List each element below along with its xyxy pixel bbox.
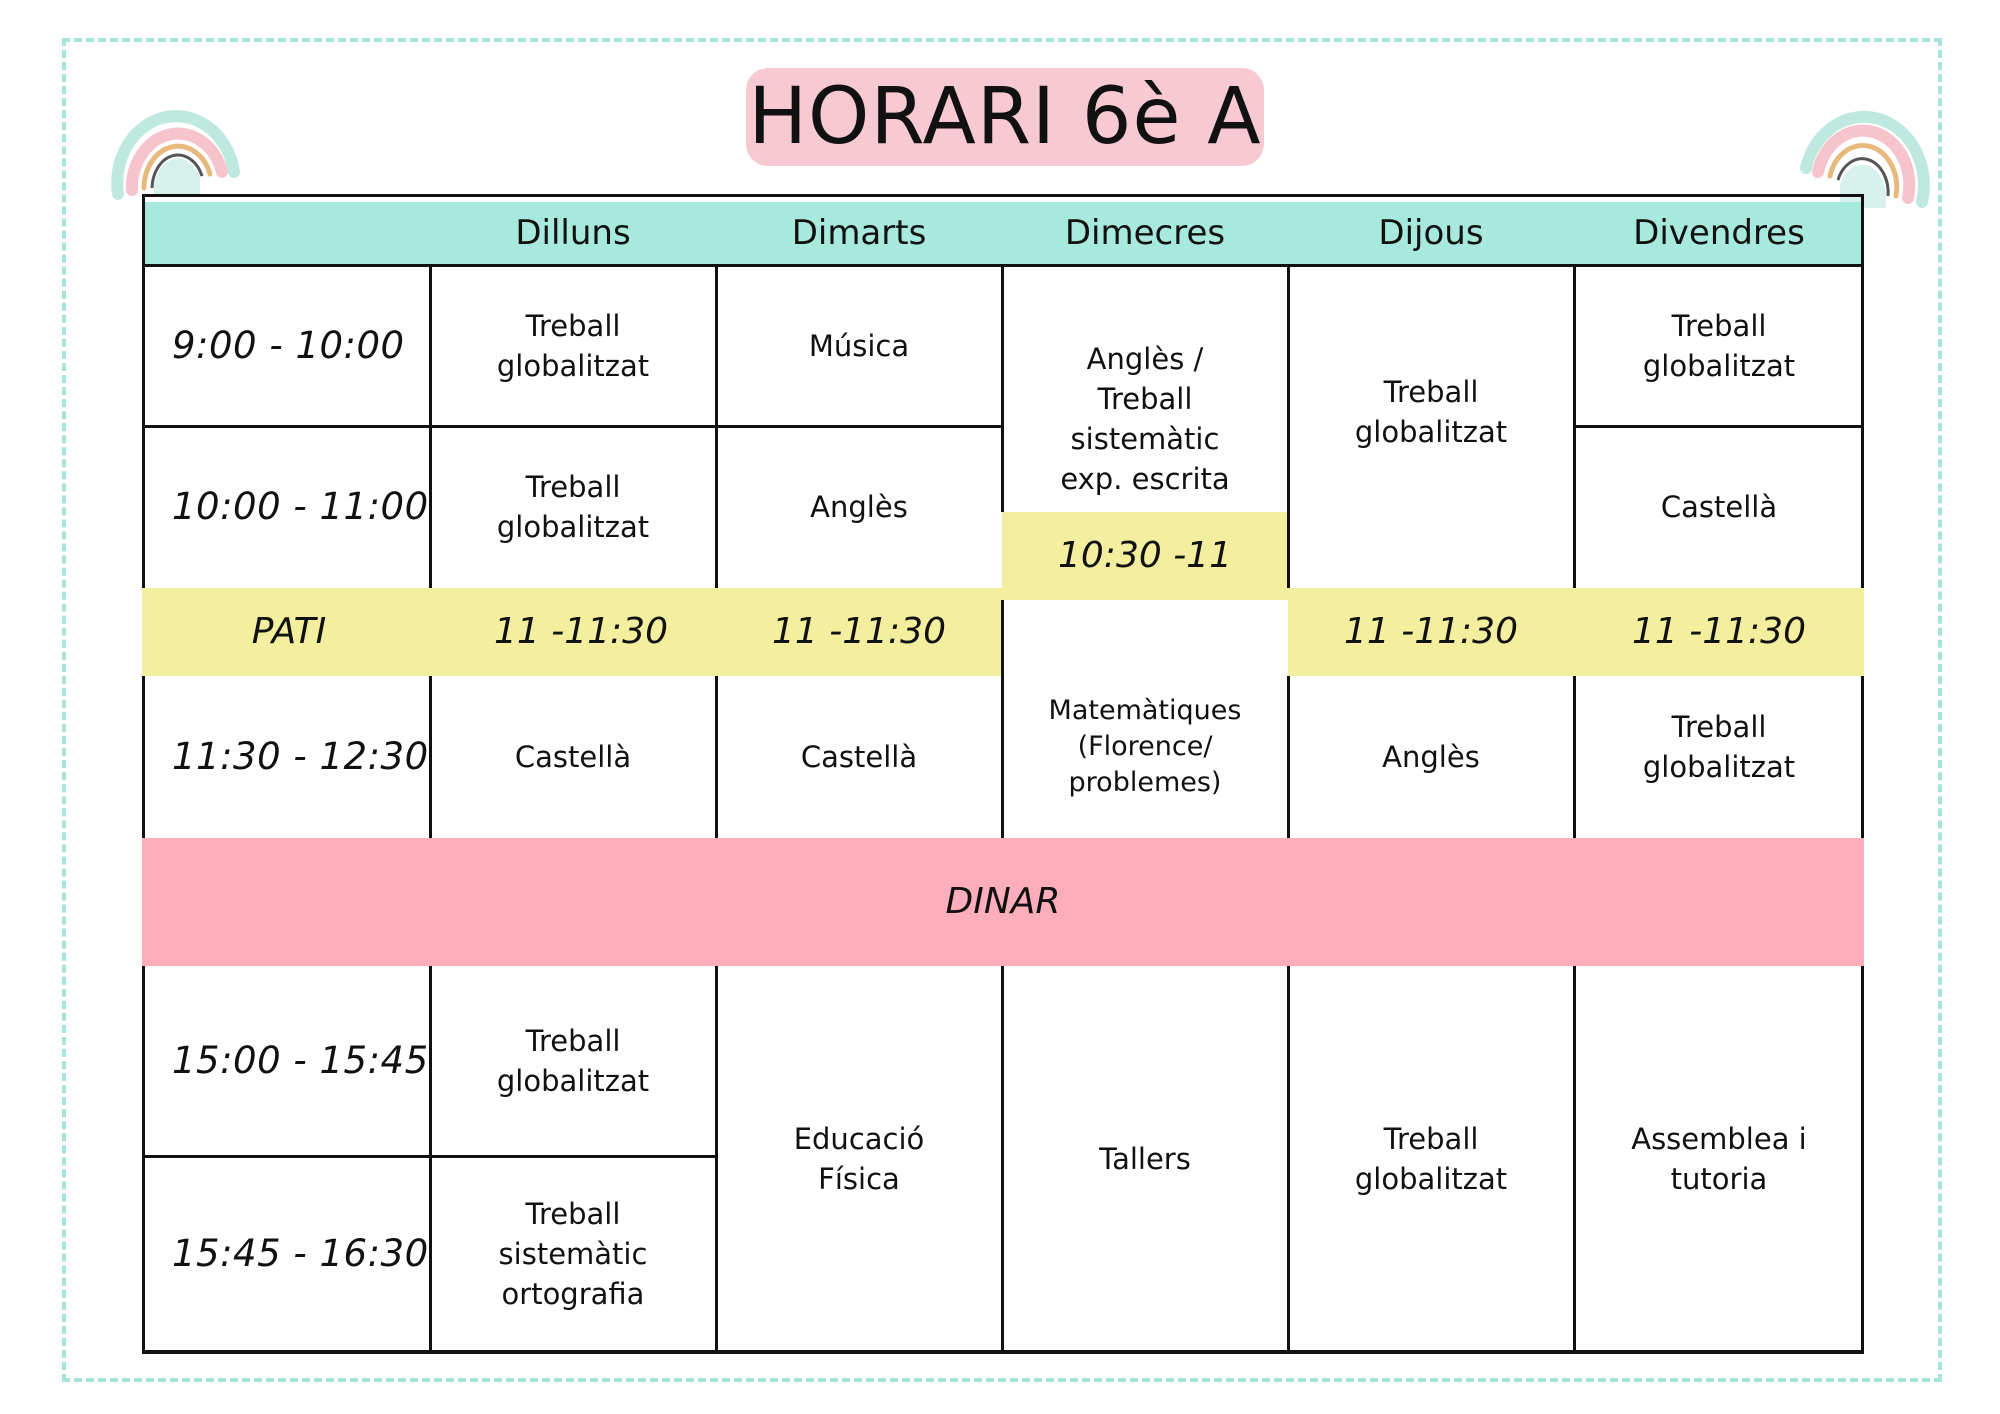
time-slot: 10:00 - 11:00 [172,485,429,528]
grid-line [1861,966,1864,1354]
header-day-dimarts: Dimarts [791,213,927,253]
class-cell: Treball globalitzat [496,309,650,383]
class-cell: Treball globalitzat [1642,309,1796,383]
class-cell: Castellà [800,740,918,774]
class-cell: Treball globalitzat [1642,710,1796,784]
pati-time-dilluns: 11 -11:30 [494,611,668,652]
class-cell: Treball globalitzat [496,470,650,544]
pati-time-dimecres: 10:30 -11 [1002,512,1288,600]
header-day-dilluns: Dilluns [515,213,631,253]
grid-line [1287,512,1290,588]
header-day-dimecres: Dimecres [1064,213,1226,253]
grid-line [142,425,1002,428]
class-cell: Castellà [1660,490,1778,524]
grid-line [715,966,718,1352]
class-cell: Anglès [1382,740,1480,774]
grid-line [715,676,718,838]
grid-line [1574,425,1864,428]
grid-line [142,194,145,588]
rainbow-icon [1786,72,1936,212]
class-cell: Anglès [810,490,908,524]
class-cell: Anglès / Treball sistemàtic exp. escrita [1060,342,1230,496]
grid-line [142,676,145,838]
grid-line [142,966,145,1354]
grid-line [1573,676,1576,838]
grid-line [142,194,1864,197]
grid-line [1287,966,1290,1352]
grid-line [1861,194,1864,588]
grid-line [1001,266,1004,512]
class-cell: Tallers [1099,1142,1191,1176]
class-cell: Música [808,329,910,363]
pati-time-dijous: 11 -11:30 [1344,611,1518,652]
pati-time-divendres: 11 -11:30 [1632,611,1806,652]
class-cell: Treball globalitzat [496,1024,650,1098]
class-cell: Castellà [514,740,632,774]
time-slot: 11:30 - 12:30 [172,735,429,778]
class-cell: Treball globalitzat [1354,1122,1508,1196]
rainbow-icon [104,64,254,204]
class-cell: Assemblea i tutoria [1631,1122,1807,1196]
class-cell: Matemàtiques (Florence/ problemes) [1048,695,1242,798]
grid-line [1287,266,1290,512]
grid-line [1001,600,1004,838]
grid-line [429,676,432,838]
pati-label: PATI [251,611,327,652]
page-title: HORARI 6è A [746,68,1264,166]
grid-line [1573,966,1576,1352]
header-day-divendres: Divendres [1633,213,1805,253]
grid-line [1287,676,1290,838]
grid-line [142,1155,716,1158]
grid-line [1001,966,1004,1352]
grid-line [429,966,432,1352]
time-slot: 9:00 - 10:00 [172,324,405,367]
grid-line [1861,676,1864,838]
dinar-band: DINAR [142,838,1864,966]
class-cell: Treball globalitzat [1354,375,1508,449]
time-slot: 15:00 - 15:45 [172,1039,429,1082]
class-cell: Treball sistemàtic ortografia [498,1197,648,1311]
header-day-dijous: Dijous [1378,213,1484,253]
timetable [142,194,1864,1354]
pati-time-dimarts: 11 -11:30 [772,611,946,652]
class-cell: Educació Física [793,1122,925,1196]
time-slot: 15:45 - 16:30 [172,1232,429,1275]
